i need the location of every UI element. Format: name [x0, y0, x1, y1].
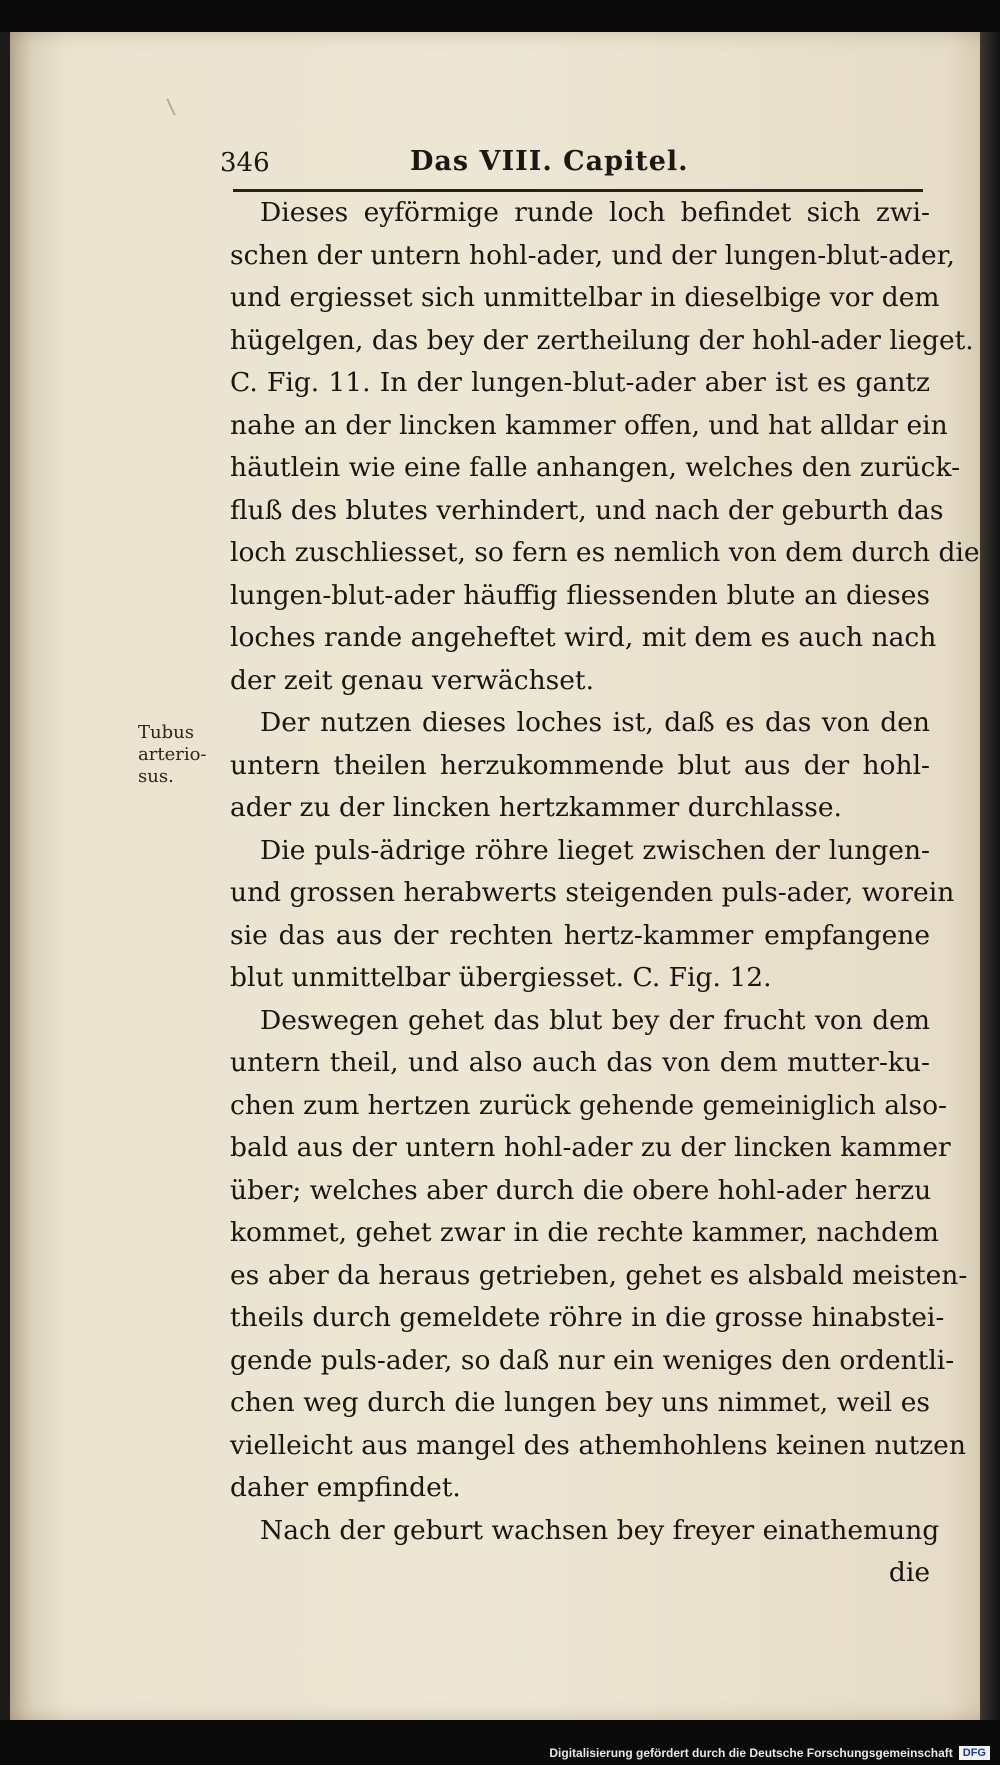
- text-line: hügelgen, das bey der zertheilung der hohl-ader lieget.: [230, 324, 974, 356]
- text-line: sie das aus der rechten hertz-kammer empfangene: [230, 919, 930, 951]
- catchword: die: [888, 1557, 930, 1588]
- text-line: und grossen herabwerts steigenden puls-ader, worein: [230, 877, 955, 908]
- text-line: theils durch gemeldete röhre in die grosse hinabstei-: [230, 1302, 945, 1333]
- text-line: gende puls-ader, so daß nur ein weniges den ordentli-: [230, 1344, 955, 1376]
- text-line: nahe an der lincken kammer offen, und hat alldar ein: [230, 409, 948, 441]
- scan-right-edge: [980, 32, 1000, 1720]
- text-line: loch zuschliesset, so fern es nemlich von dem durch die: [230, 537, 980, 568]
- running-head: Das VIII. Capitel.: [410, 146, 689, 177]
- margin-note-line: Tubus: [138, 722, 194, 743]
- text-line: es aber da heraus getrieben, gehet es alsbald meisten-: [230, 1259, 968, 1291]
- text-line: loches rande angeheftet wird, mit dem es auch nach: [230, 622, 937, 653]
- text-line: bald aus der untern hohl-ader zu der lincken kammer: [230, 1132, 951, 1163]
- dfg-logo-icon: DFG: [959, 1746, 990, 1760]
- scan-left-edge: [0, 32, 10, 1720]
- text-line: untern theilen herzukommende blut aus der hohl-: [230, 749, 930, 781]
- text-line: lungen-blut-ader häuffig fliessenden blute an dieses: [230, 579, 930, 611]
- text-line: daher empfindet.: [230, 1472, 461, 1503]
- text-line: schen der untern hohl-ader, und der lungen-blut-ader,: [230, 239, 955, 271]
- page-number: 346: [220, 148, 270, 178]
- page-header: [220, 140, 920, 180]
- margin-note: [138, 722, 222, 788]
- credit-text: Digitalisierung gefördert durch die Deutsche Forschungsgemeinschaft: [549, 1746, 953, 1760]
- text-line: Nach der geburt wachsen bey freyer einathemung: [260, 1514, 940, 1546]
- scan-top-border: [0, 0, 1000, 30]
- text-line: kommet, gehet zwar in die rechte kammer, nachdem: [230, 1217, 939, 1248]
- text-line: chen zum hertzen zurück gehende gemeiniglich also-: [230, 1089, 947, 1121]
- text-line: untern theil, und also auch das von dem mutter-ku-: [230, 1047, 930, 1078]
- text-line: häutlein wie eine falle anhangen, welches den zurück-: [230, 452, 961, 483]
- text-line: der zeit genau verwächset.: [230, 664, 594, 696]
- text-line: vielleicht aus mangel des athemhohlens keinen nutzen: [230, 1429, 966, 1461]
- body-text: [230, 192, 980, 1595]
- text-line: über; welches aber durch die obere hohl-ader herzu: [230, 1174, 932, 1206]
- text-line: fluß des blutes verhindert, und nach der geburth das: [230, 494, 944, 526]
- text-line: chen weg durch die lungen bey uns nimmet, weil es: [230, 1387, 930, 1418]
- text-line: und ergiesset sich unmittelbar in dieselbige vor dem: [230, 282, 940, 313]
- margin-note-line: sus.: [138, 766, 174, 787]
- text-line: Dieses eyförmige runde loch befindet sich zwi-: [260, 197, 930, 228]
- text-line: Die puls-ädrige röhre lieget zwischen der lungen-: [260, 834, 930, 866]
- text-line: ader zu der lincken hertzkammer durchlasse.: [230, 792, 842, 823]
- digitization-credit: [549, 1743, 990, 1763]
- text-line: Der nutzen dieses loches ist, daß es das von den: [260, 707, 930, 738]
- text-line: blut unmittelbar übergiesset. C. Fig. 12.: [230, 962, 772, 993]
- text-line: Deswegen gehet das blut bey der frucht von dem: [260, 1004, 930, 1036]
- text-line: C. Fig. 11. In der lungen-blut-ader aber ist es gantz: [230, 367, 930, 398]
- margin-note-line: arterio-: [138, 744, 207, 765]
